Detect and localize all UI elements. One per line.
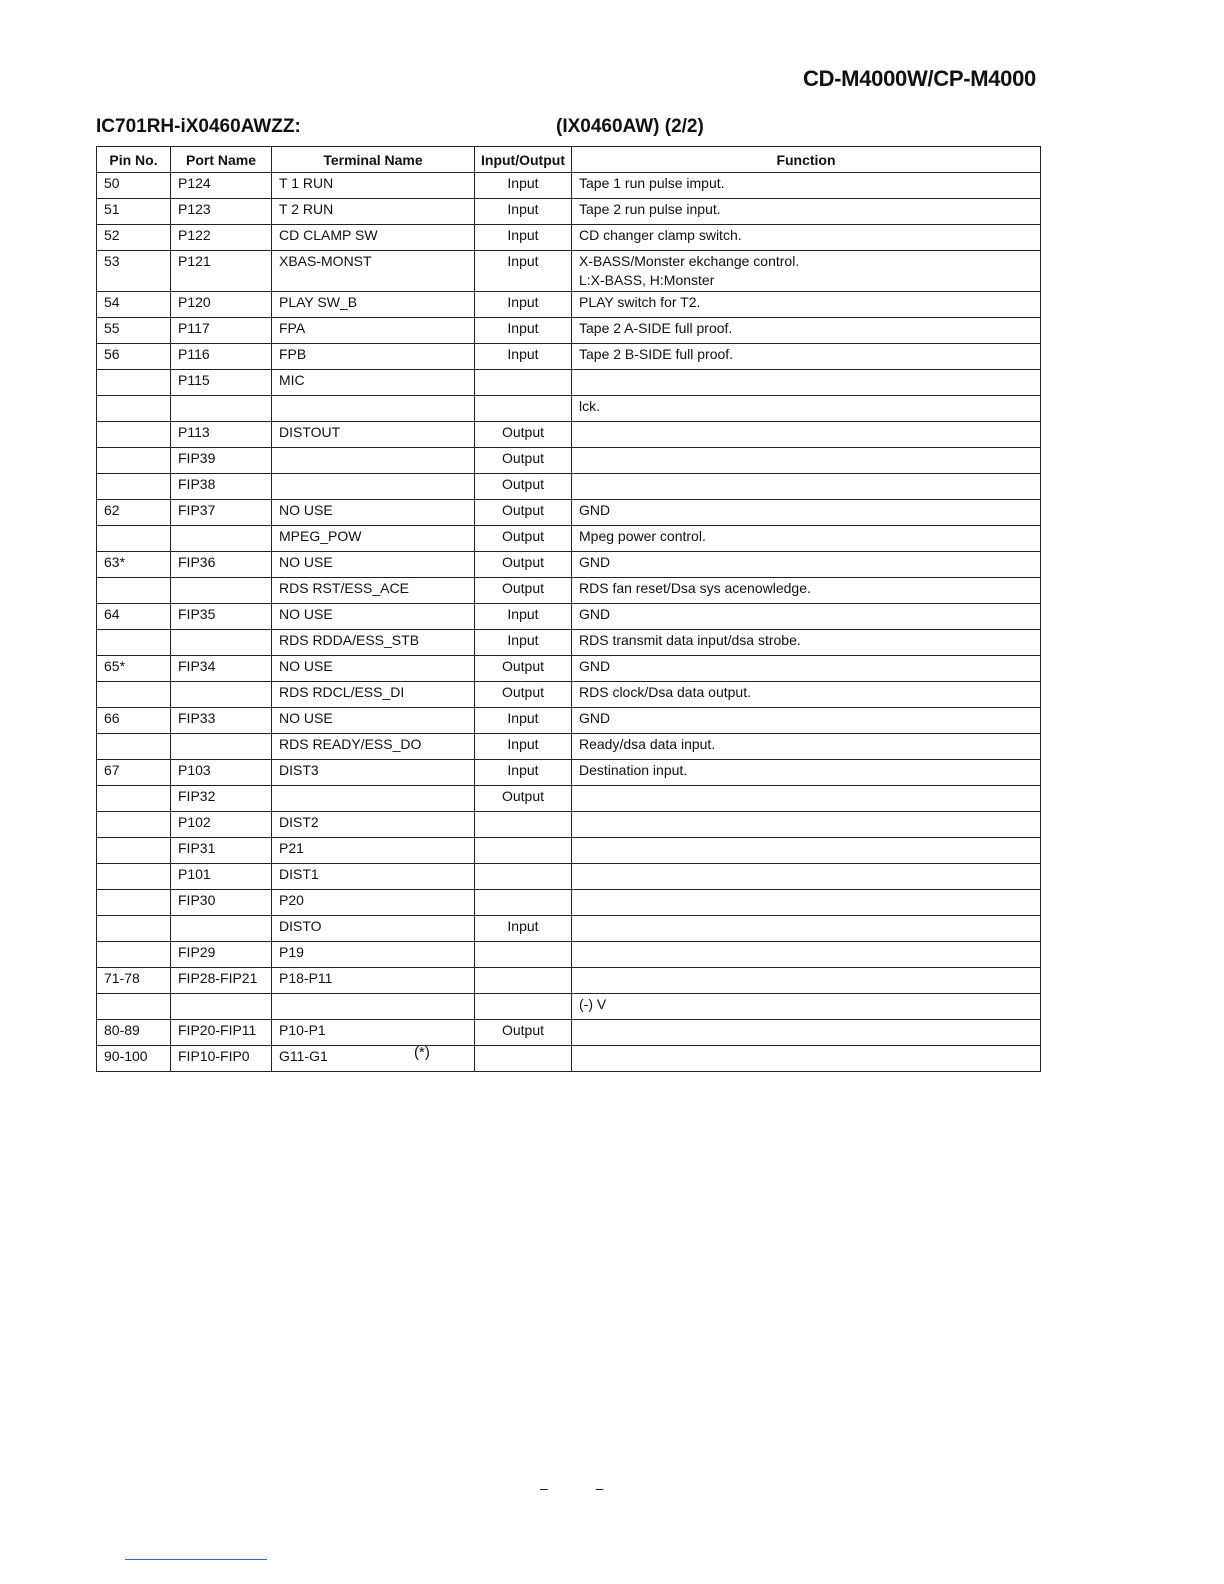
function-cell: RDS clock/Dsa data output. bbox=[572, 682, 1041, 708]
port-cell: P117 bbox=[171, 318, 272, 344]
io-cell bbox=[475, 890, 572, 916]
terminal-cell: T 1 RUN bbox=[272, 173, 475, 199]
function-cell: X-BASS/Monster ekchange control. L:X-BASS, H:Monster bbox=[572, 251, 1041, 292]
footer-rule bbox=[125, 1559, 267, 1560]
pin-cell: 64 bbox=[97, 604, 171, 630]
terminal-cell bbox=[272, 448, 475, 474]
io-cell bbox=[475, 370, 572, 396]
terminal-cell: RDS RDDA/ESS_STB bbox=[272, 630, 475, 656]
table-row bbox=[97, 682, 1041, 708]
pin-cell bbox=[97, 630, 171, 656]
io-cell: Input bbox=[475, 292, 572, 318]
port-cell bbox=[171, 916, 272, 942]
table-row bbox=[97, 474, 1041, 500]
io-cell: Output bbox=[475, 422, 572, 448]
io-cell: Input bbox=[475, 199, 572, 225]
column-header-io: Input/Output bbox=[475, 147, 572, 173]
table-row bbox=[97, 422, 1041, 448]
io-cell: Output bbox=[475, 448, 572, 474]
table-row bbox=[97, 292, 1041, 318]
column-header-port: Port Name bbox=[171, 147, 272, 173]
io-cell bbox=[475, 396, 572, 422]
pin-cell bbox=[97, 396, 171, 422]
terminal-cell bbox=[272, 786, 475, 812]
io-cell: Input bbox=[475, 708, 572, 734]
port-cell: FIP35 bbox=[171, 604, 272, 630]
io-cell: Input bbox=[475, 251, 572, 292]
terminal-cell: FPA bbox=[272, 318, 475, 344]
function-cell bbox=[572, 916, 1041, 942]
port-cell: FIP31 bbox=[171, 838, 272, 864]
ic-subtitle: (IX0460AW) (2/2) bbox=[556, 116, 704, 137]
terminal-cell: DIST3 bbox=[272, 760, 475, 786]
table-row bbox=[97, 318, 1041, 344]
function-cell: GND bbox=[572, 552, 1041, 578]
table-row bbox=[97, 396, 1041, 422]
function-cell: GND bbox=[572, 708, 1041, 734]
table-row bbox=[97, 812, 1041, 838]
function-cell bbox=[572, 786, 1041, 812]
table-row bbox=[97, 500, 1041, 526]
port-cell: FIP28-FIP21 bbox=[171, 968, 272, 994]
pin-cell bbox=[97, 812, 171, 838]
pin-cell bbox=[97, 838, 171, 864]
terminal-cell: DISTO bbox=[272, 916, 475, 942]
table-row bbox=[97, 994, 1041, 1020]
terminal-cell: P18-P11 bbox=[272, 968, 475, 994]
pin-cell bbox=[97, 890, 171, 916]
port-cell: P120 bbox=[171, 292, 272, 318]
table-row bbox=[97, 344, 1041, 370]
table-row bbox=[97, 942, 1041, 968]
table-row bbox=[97, 968, 1041, 994]
port-cell: FIP30 bbox=[171, 890, 272, 916]
port-cell: P101 bbox=[171, 864, 272, 890]
port-cell: P102 bbox=[171, 812, 272, 838]
terminal-cell: DIST2 bbox=[272, 812, 475, 838]
function-cell: GND bbox=[572, 656, 1041, 682]
model-number: CD-M4000W/CP-M4000 bbox=[802, 66, 1036, 91]
function-cell bbox=[572, 812, 1041, 838]
pin-cell: 56 bbox=[97, 344, 171, 370]
port-cell: FIP39 bbox=[171, 448, 272, 474]
function-cell bbox=[572, 1020, 1041, 1046]
io-cell bbox=[475, 994, 572, 1020]
terminal-cell: NO USE bbox=[272, 656, 475, 682]
terminal-cell: NO USE bbox=[272, 552, 475, 578]
table-row bbox=[97, 838, 1041, 864]
pin-cell bbox=[97, 734, 171, 760]
io-cell: Input bbox=[475, 916, 572, 942]
function-cell: Mpeg power control. bbox=[572, 526, 1041, 552]
table-row bbox=[97, 552, 1041, 578]
function-cell: RDS fan reset/Dsa sys acenowledge. bbox=[572, 578, 1041, 604]
terminal-cell: PLAY SW_B bbox=[272, 292, 475, 318]
port-cell: FIP38 bbox=[171, 474, 272, 500]
port-cell: FIP33 bbox=[171, 708, 272, 734]
terminal-cell: MPEG_POW bbox=[272, 526, 475, 552]
pin-cell: 62 bbox=[97, 500, 171, 526]
terminal-cell: P21 bbox=[272, 838, 475, 864]
column-header-function: Function bbox=[572, 147, 1041, 173]
pin-cell bbox=[97, 474, 171, 500]
pin-cell bbox=[97, 864, 171, 890]
port-cell bbox=[171, 994, 272, 1020]
pin-cell: 67 bbox=[97, 760, 171, 786]
column-header-terminal: Terminal Name bbox=[272, 147, 475, 173]
pin-cell bbox=[97, 526, 171, 552]
pin-cell bbox=[97, 916, 171, 942]
function-cell bbox=[572, 370, 1041, 396]
port-cell: P123 bbox=[171, 199, 272, 225]
function-cell: GND bbox=[572, 500, 1041, 526]
terminal-cell: CD CLAMP SW bbox=[272, 225, 475, 251]
table-row bbox=[97, 1020, 1041, 1046]
function-cell: Tape 2 B-SIDE full proof. bbox=[572, 344, 1041, 370]
port-cell: FIP34 bbox=[171, 656, 272, 682]
port-cell: FIP36 bbox=[171, 552, 272, 578]
terminal-cell: RDS RDCL/ESS_DI bbox=[272, 682, 475, 708]
function-cell bbox=[572, 942, 1041, 968]
port-cell: FIP37 bbox=[171, 500, 272, 526]
terminal-cell: RDS READY/ESS_DO bbox=[272, 734, 475, 760]
port-cell: P115 bbox=[171, 370, 272, 396]
function-cell bbox=[572, 1046, 1041, 1072]
table-row bbox=[97, 370, 1041, 396]
pin-cell: 90-100 bbox=[97, 1046, 171, 1072]
table-row bbox=[97, 578, 1041, 604]
io-cell: Output bbox=[475, 682, 572, 708]
function-cell: PLAY switch for T2. bbox=[572, 292, 1041, 318]
io-cell: Output bbox=[475, 500, 572, 526]
pin-cell: 66 bbox=[97, 708, 171, 734]
pin-cell bbox=[97, 448, 171, 474]
io-cell: Output bbox=[475, 786, 572, 812]
pin-cell: 55 bbox=[97, 318, 171, 344]
port-cell bbox=[171, 734, 272, 760]
io-cell: Input bbox=[475, 734, 572, 760]
io-cell: Output bbox=[475, 552, 572, 578]
function-cell: lck. bbox=[572, 396, 1041, 422]
function-cell bbox=[572, 864, 1041, 890]
io-cell bbox=[475, 838, 572, 864]
table-row bbox=[97, 173, 1041, 199]
pin-cell bbox=[97, 578, 171, 604]
port-cell: FIP29 bbox=[171, 942, 272, 968]
pin-cell bbox=[97, 422, 171, 448]
pin-cell: 65* bbox=[97, 656, 171, 682]
function-cell: Tape 2 run pulse input. bbox=[572, 199, 1041, 225]
io-cell: Input bbox=[475, 344, 572, 370]
function-cell: GND bbox=[572, 604, 1041, 630]
table-row bbox=[97, 760, 1041, 786]
pin-cell bbox=[97, 370, 171, 396]
function-cell bbox=[572, 890, 1041, 916]
port-cell: P113 bbox=[171, 422, 272, 448]
io-cell: Input bbox=[475, 630, 572, 656]
table-row bbox=[97, 864, 1041, 890]
io-cell bbox=[475, 968, 572, 994]
table-row bbox=[97, 916, 1041, 942]
table-row bbox=[97, 448, 1041, 474]
port-cell: P116 bbox=[171, 344, 272, 370]
pin-cell bbox=[97, 682, 171, 708]
pin-cell: 71-78 bbox=[97, 968, 171, 994]
table-row bbox=[97, 890, 1041, 916]
pin-cell: 52 bbox=[97, 225, 171, 251]
table-row bbox=[97, 630, 1041, 656]
port-cell: FIP10-FIP0 bbox=[171, 1046, 272, 1072]
port-cell bbox=[171, 682, 272, 708]
pin-cell: 80-89 bbox=[97, 1020, 171, 1046]
table-row bbox=[97, 734, 1041, 760]
port-cell: P121 bbox=[171, 251, 272, 292]
ic-title: IC701RH-iX0460AWZZ: bbox=[96, 116, 301, 137]
table-row bbox=[97, 708, 1041, 734]
terminal-cell: XBAS-MONST bbox=[272, 251, 475, 292]
table-header-row bbox=[97, 147, 1041, 173]
io-cell bbox=[475, 812, 572, 838]
io-cell: Output bbox=[475, 656, 572, 682]
port-cell bbox=[171, 526, 272, 552]
table-row bbox=[97, 526, 1041, 552]
terminal-cell: NO USE bbox=[272, 500, 475, 526]
terminal-cell: RDS RST/ESS_ACE bbox=[272, 578, 475, 604]
terminal-cell: G11-G1 bbox=[272, 1046, 475, 1072]
port-cell: FIP20-FIP11 bbox=[171, 1020, 272, 1046]
table-row bbox=[97, 251, 1041, 292]
function-cell bbox=[572, 422, 1041, 448]
terminal-cell: MIC bbox=[272, 370, 475, 396]
function-cell: Tape 2 A-SIDE full proof. bbox=[572, 318, 1041, 344]
terminal-cell: P10-P1 bbox=[272, 1020, 475, 1046]
terminal-cell bbox=[272, 474, 475, 500]
terminal-cell: P20 bbox=[272, 890, 475, 916]
function-cell: (-) V bbox=[572, 994, 1041, 1020]
terminal-cell: NO USE bbox=[272, 604, 475, 630]
io-cell bbox=[475, 864, 572, 890]
table-row bbox=[97, 199, 1041, 225]
function-cell: Destination input. bbox=[572, 760, 1041, 786]
column-header-pin: Pin No. bbox=[97, 147, 171, 173]
function-cell bbox=[572, 448, 1041, 474]
function-cell: Ready/dsa data input. bbox=[572, 734, 1041, 760]
io-cell: Input bbox=[475, 225, 572, 251]
pin-cell: 54 bbox=[97, 292, 171, 318]
pin-cell: 53 bbox=[97, 251, 171, 292]
function-cell: CD changer clamp switch. bbox=[572, 225, 1041, 251]
terminal-cell: P19 bbox=[272, 942, 475, 968]
io-cell: Output bbox=[475, 526, 572, 552]
terminal-cell bbox=[272, 994, 475, 1020]
terminal-cell: T 2 RUN bbox=[272, 199, 475, 225]
function-cell: Tape 1 run pulse imput. bbox=[572, 173, 1041, 199]
io-cell bbox=[475, 942, 572, 968]
pin-cell bbox=[97, 786, 171, 812]
port-cell: P124 bbox=[171, 173, 272, 199]
port-cell bbox=[171, 396, 272, 422]
page-marks: – – bbox=[540, 1480, 626, 1496]
port-cell: P122 bbox=[171, 225, 272, 251]
pin-cell: 63* bbox=[97, 552, 171, 578]
io-cell: Output bbox=[475, 578, 572, 604]
function-cell bbox=[572, 474, 1041, 500]
io-cell: Input bbox=[475, 318, 572, 344]
table-row bbox=[97, 786, 1041, 812]
io-cell: Input bbox=[475, 173, 572, 199]
io-cell: Output bbox=[475, 1020, 572, 1046]
table-body bbox=[97, 173, 1041, 1072]
pin-cell bbox=[97, 942, 171, 968]
port-cell: P103 bbox=[171, 760, 272, 786]
terminal-cell: DISTOUT bbox=[272, 422, 475, 448]
io-cell bbox=[475, 1046, 572, 1072]
terminal-cell: NO USE bbox=[272, 708, 475, 734]
io-cell: Input bbox=[475, 604, 572, 630]
function-cell bbox=[572, 968, 1041, 994]
table-row bbox=[97, 604, 1041, 630]
table-row bbox=[97, 1046, 1041, 1072]
port-cell: FIP32 bbox=[171, 786, 272, 812]
table-row bbox=[97, 656, 1041, 682]
footnote-asterisk: (*) bbox=[414, 1044, 430, 1061]
table-row bbox=[97, 225, 1041, 251]
terminal-cell: DIST1 bbox=[272, 864, 475, 890]
terminal-cell bbox=[272, 396, 475, 422]
function-cell bbox=[572, 838, 1041, 864]
pin-cell: 51 bbox=[97, 199, 171, 225]
pin-cell bbox=[97, 994, 171, 1020]
pin-function-table bbox=[96, 146, 1041, 1072]
port-cell bbox=[171, 630, 272, 656]
io-cell: Output bbox=[475, 474, 572, 500]
io-cell: Input bbox=[475, 760, 572, 786]
terminal-cell: FPB bbox=[272, 344, 475, 370]
pin-cell: 50 bbox=[97, 173, 171, 199]
port-cell bbox=[171, 578, 272, 604]
function-cell: RDS transmit data input/dsa strobe. bbox=[572, 630, 1041, 656]
